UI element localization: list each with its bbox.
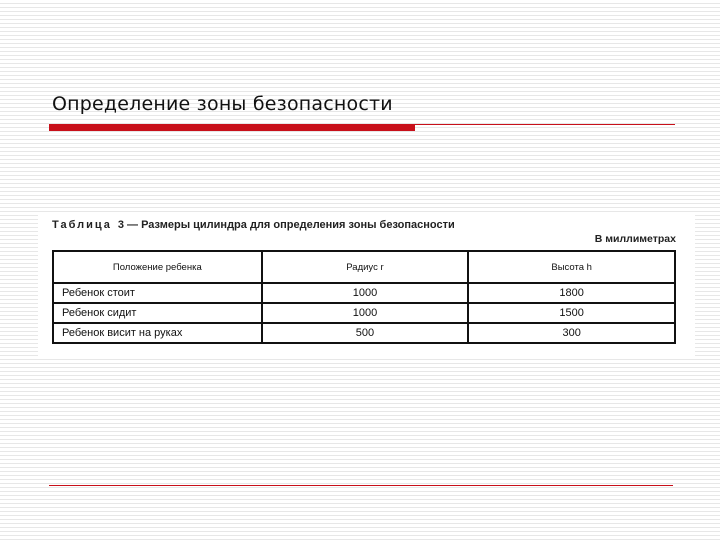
table-caption-text: 3 — Размеры цилиндра для определения зоны безопасности xyxy=(117,219,455,231)
cell-radius: 1000 xyxy=(262,283,469,303)
table-panel xyxy=(38,214,695,358)
table-header-row xyxy=(53,251,675,283)
cell-radius: 1000 xyxy=(262,303,469,323)
table-units: В миллиметрах xyxy=(594,233,676,245)
table-row xyxy=(53,323,675,343)
cell-radius: 500 xyxy=(262,323,469,343)
safety-zone-table xyxy=(52,250,676,344)
footer-divider xyxy=(49,485,673,486)
slide-title: Определение зоны безопасности xyxy=(52,93,393,115)
cell-height: 1500 xyxy=(468,303,675,323)
cell-height: 1800 xyxy=(468,283,675,303)
header-radius: Радиус r xyxy=(262,251,469,283)
table-caption xyxy=(52,219,455,231)
header-height: Высота h xyxy=(468,251,675,283)
cell-position: Ребенок стоит xyxy=(53,283,262,303)
table-caption-lead: Таблица xyxy=(52,219,112,231)
table-row xyxy=(53,283,675,303)
cell-position: Ребенок висит на руках xyxy=(53,323,262,343)
cell-height: 300 xyxy=(468,323,675,343)
header-position: Положение ребенка xyxy=(53,251,262,283)
title-underline-thin xyxy=(415,124,675,125)
cell-position: Ребенок сидит xyxy=(53,303,262,323)
title-underline-thick xyxy=(49,124,415,131)
table-row xyxy=(53,303,675,323)
